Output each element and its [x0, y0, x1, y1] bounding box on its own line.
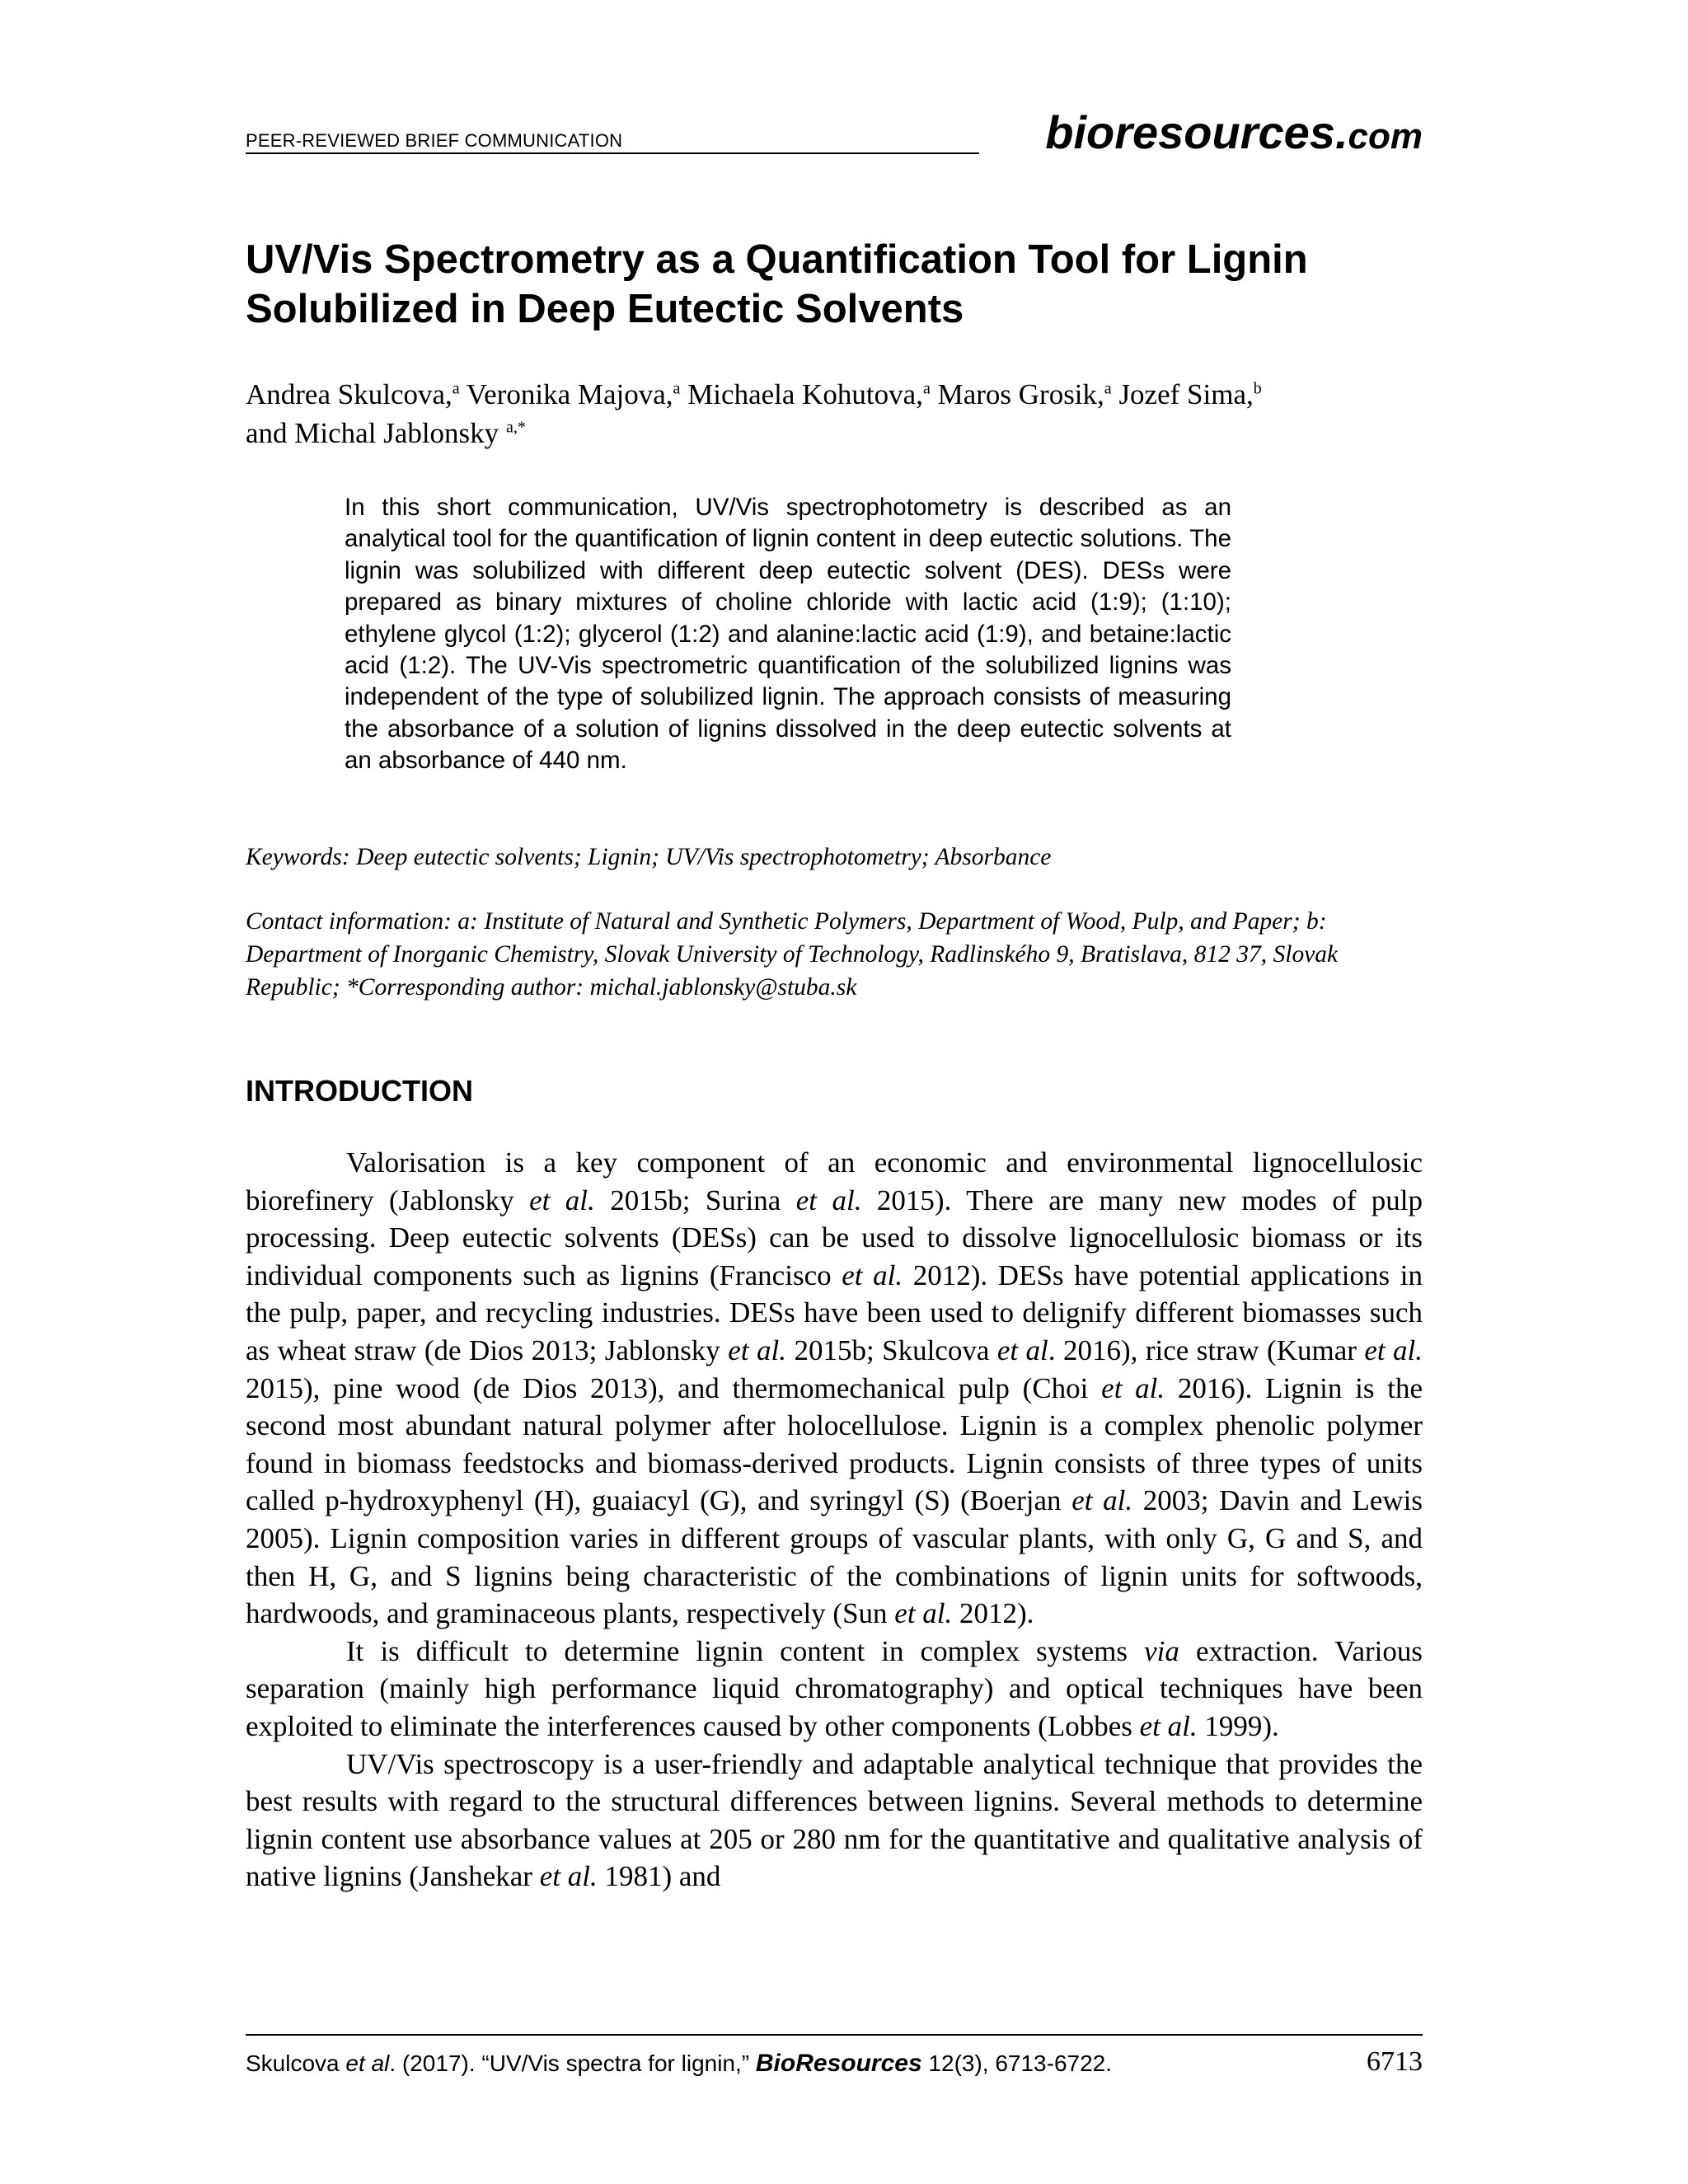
footer-rule — [246, 2034, 1423, 2036]
body-paragraph — [246, 1746, 1423, 1896]
abstract: In this short communication, UV/Vis spectrophotometry is described as an analytical tool for the quantification of lignin content in deep eutectic solutions. The lignin was solubilized with different deep eutectic solvent (DES). DESs were prepared as binary mixtures of choline chloride with lactic acid (1:9); (1:10); ethylene glycol (1:2); glycerol (1:2) and alanine:lactic acid (1:9), and betaine:lactic acid (1:2). The UV-Vis spectrometric quantification of the solubilized lignins was independent of the type of solubilized lignin. The approach consists of measuring the absorbance of a solution of lignins dissolved in the deep eutectic solvents at an absorbance of 440 nm. — [345, 494, 1231, 775]
text-run: 2015b; Skulcova — [785, 1333, 997, 1366]
text-run: 2015). There are many new modes of pulp processing. Deep eutectic solvents (DESs) can be used to dissolve lignocellulosic biomass or its individual components such as lignins (Francisco — [246, 1183, 1423, 1291]
italic-text-run: et al. — [1364, 1333, 1423, 1366]
author-affiliation: a,* — [505, 418, 526, 437]
text-run: 2012). DESs have potential applications in the pulp, paper, and recycling industries. DESs have been used to delignify different biomasses such as wheat straw (de Dios 2013; Jablonsky — [246, 1258, 1423, 1366]
italic-text-run: et al. — [539, 1860, 598, 1893]
italic-text-run: et al. — [529, 1183, 595, 1216]
italic-text-run: et al. — [795, 1183, 862, 1216]
italic-text-run: et al. — [1071, 1484, 1133, 1517]
author — [467, 378, 681, 410]
author-name: and Michal Jablonsky — [246, 417, 499, 449]
author — [246, 417, 526, 449]
citation-volume: 12(3), 6713-6722. — [921, 2050, 1113, 2076]
header-rule — [246, 152, 979, 154]
journal-name-resources: Resources — [795, 2050, 922, 2077]
page-number: 6713 — [1367, 2046, 1423, 2077]
author — [1118, 378, 1261, 410]
article-title — [246, 235, 1441, 334]
author-affiliation: a — [1104, 379, 1112, 398]
citation-title: . (2017). “UV/Vis spectra for lignin,” — [389, 2050, 756, 2076]
author-affiliation: a — [673, 379, 681, 398]
journal-logo-suffix: com — [1348, 116, 1423, 157]
text-run: 1999). — [1197, 1709, 1279, 1742]
journal-logo[interactable] — [1045, 105, 1423, 159]
author — [246, 378, 460, 410]
author-list — [246, 375, 1441, 452]
section-heading-introduction: INTRODUCTION — [246, 1074, 473, 1108]
author — [687, 378, 931, 410]
author-name: Jozef Sima, — [1118, 378, 1254, 410]
body-paragraph — [246, 1633, 1423, 1746]
text-run: 2016). Lignin is the second most abundant natural polymer after holocellulose. Lignin is a complex phenolic polymer found in biomass feedstocks and biomass-derived products. Lignin consists of three types of units called p-hydroxyphenyl (H), guaiacyl (G), and syringyl (S) (Boerjan — [246, 1371, 1423, 1517]
italic-text-run: et al — [996, 1333, 1048, 1366]
body-paragraph — [246, 1144, 1423, 1633]
text-run: 2015b; Surina — [594, 1183, 796, 1216]
italic-text-run: via — [1144, 1634, 1179, 1667]
introduction-body — [246, 1144, 1423, 1896]
contact-information: Contact information: a: Institute of Natural and Synthetic Polymers, Department of Wood, Pulp, and Paper; b: Department of Inorganic Chemistry, Slovak University of Technology, Radlinského 9, Bratislava, 812 37, Slovak Republic; *Corresponding author: michal.jablonsky@stuba.sk — [246, 908, 1339, 1001]
text-run: extraction. Various separation (mainly high performance liquid chromatography) and optical techniques have been exploited to eliminate the interferences caused by other components (Lobbes — [246, 1634, 1423, 1742]
author — [938, 378, 1112, 410]
text-run: It is difficult to determine lignin content in complex systems — [346, 1634, 1145, 1667]
text-run: 1981) and — [597, 1860, 721, 1893]
journal-logo-main: bioresources. — [1045, 106, 1348, 158]
italic-text-run: et al. — [1139, 1709, 1198, 1742]
italic-text-run: et al. — [842, 1258, 903, 1291]
citation-authors: Skulcova — [246, 2050, 346, 2076]
citation-etal: et al — [345, 2050, 390, 2076]
italic-text-run: et al. — [1101, 1371, 1165, 1404]
text-run: 2012). — [952, 1597, 1034, 1630]
author-affiliation: b — [1253, 379, 1262, 398]
italic-text-run: et al. — [728, 1333, 786, 1366]
running-header — [246, 103, 1423, 158]
author-name: Michaela Kohutova, — [687, 378, 923, 410]
text-run: 2015), pine wood (de Dios 2013), and thermomechanical pulp (Choi — [246, 1371, 1102, 1404]
text-run: UV/Vis spectroscopy is a user-friendly and adaptable analytical technique that provides the best results with regard to the structural differences between lignins. Several methods to determine lignin content use absorbance values at 205 or 280 nm for the quantitative and qualitative analysis of native lignins (Janshekar — [246, 1747, 1423, 1893]
text-run: Valorisation is a key component of an economic and environmental lignocellulosic biorefinery (Jablonsky — [246, 1146, 1423, 1216]
running-footer — [246, 2046, 1423, 2083]
journal-name-bio: Bio — [755, 2050, 796, 2077]
text-run: . 2016), rice straw (Kumar — [1048, 1333, 1365, 1366]
author-affiliation: a — [922, 379, 931, 398]
author-affiliation: a — [452, 379, 460, 398]
author-name: Veronika Majova, — [466, 378, 673, 410]
title-line-1: UV/Vis Spectrometry as a Quantification Tool for Lignin — [246, 237, 1308, 282]
text-run: 2003; Davin and Lewis 2005). Lignin composition varies in different groups of vascular plants, with only G, G and S, and then H, G, and S lignins being characteristic of the combinations of lignin units for softwoods, hardwoods, and graminaceous plants, respectively (Sun — [246, 1484, 1423, 1630]
article-type-label: PEER-REVIEWED BRIEF COMMUNICATION — [246, 130, 623, 151]
title-line-2: Solubilized in Deep Eutectic Solvents — [246, 287, 964, 331]
author-name: Andrea Skulcova, — [246, 378, 452, 410]
keywords: Keywords: Deep eutectic solvents; Lignin; UV/Vis spectrophotometry; Absorbance — [246, 844, 1052, 870]
italic-text-run: et al. — [894, 1597, 953, 1630]
author-name: Maros Grosik, — [937, 378, 1104, 410]
footer-citation — [246, 2050, 1112, 2078]
